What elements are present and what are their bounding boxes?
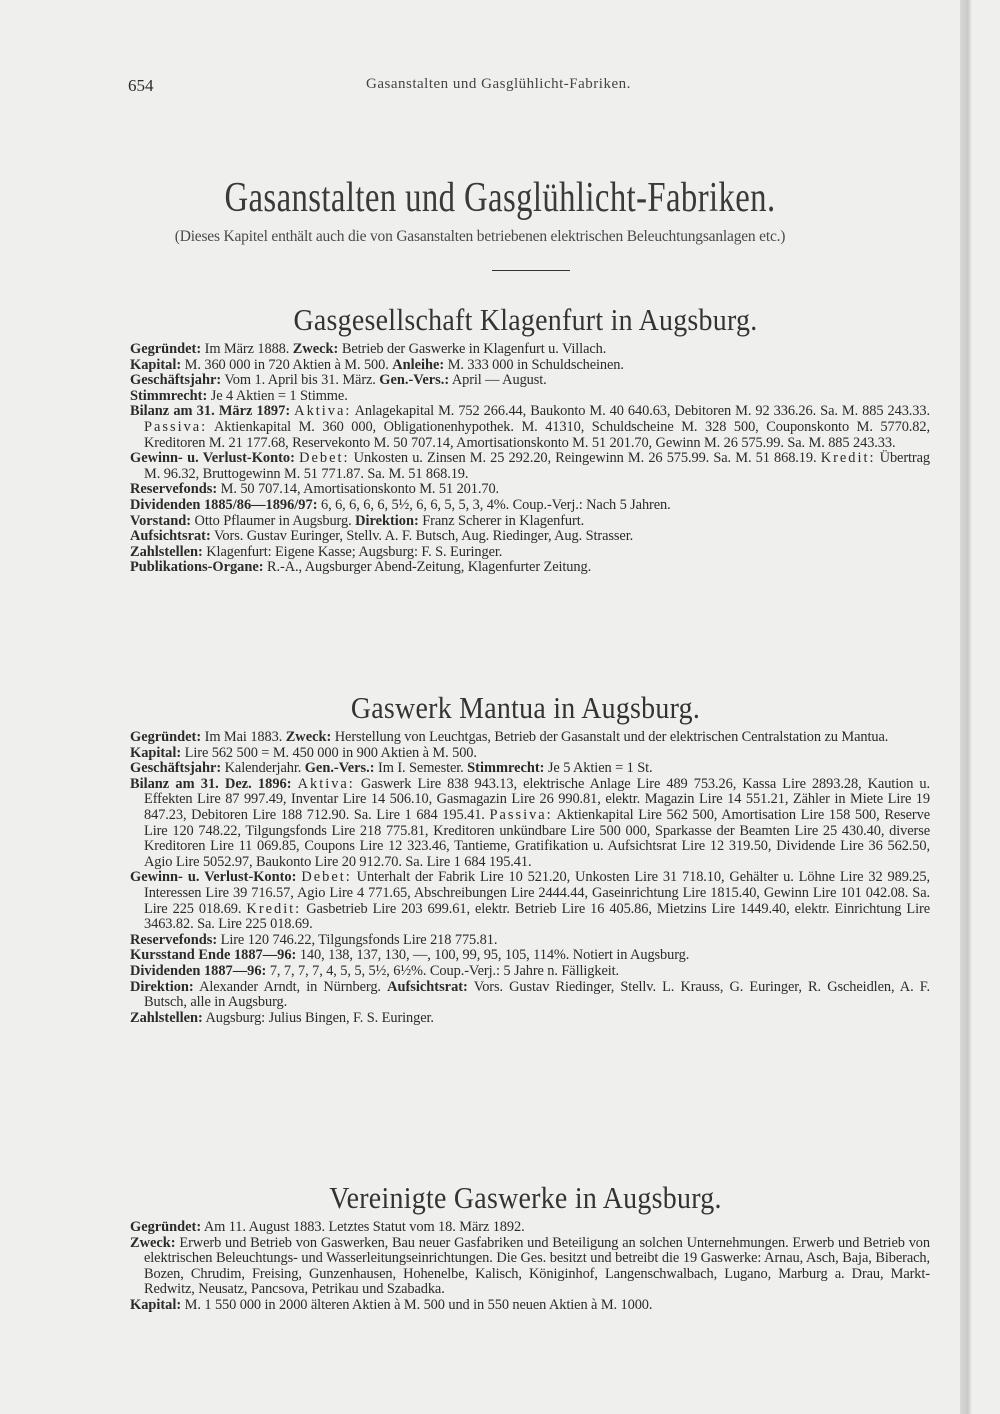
page-number: 654 [128,76,154,95]
entry-text: Je 5 Aktien = 1 St. [544,760,653,777]
entry-text: Aktienkapital Lire 562 500, Amortisation Lire 158 500, Reserve Lire 120 748.22, Tilgungsfonds Lire 218 775.81, Kreditoren unkündbare Lire 500 000, Sparkasse der Beamten Lire 25 430.40, diverse Kreditoren Lire 11 069.85, Coupons Lire 12 323.46, Tantieme, Gratifikation u. Aufsichtsrat Lire 12 319.50, Dividende Lire 36 562.50, Agio Lire 5052.97, Baukonto Lire 20 912.70. Sa. Lire 1 684 195.41. [144,806,930,870]
entry-label: Zweck: [292,341,339,357]
entry-label: Bilanz am 31. März 1897: [130,403,291,420]
section-title: Gasgesellschaft Klagenfurt in Augsburg. [293,302,758,337]
entry-sublabel: Passiva: [144,418,208,435]
entry-label: Gegründet: [130,1219,202,1235]
entry-paragraph [130,948,930,964]
entry-text: M. 1 550 000 in 2000 älteren Aktien à M. 500 und in 550 neuen Aktien à M. 1000. [181,1296,653,1313]
entry-text: Übertrag M. 96.32, Bruttogewinn M. 51 771.87. Sa. M. 51 868.19. [144,450,931,482]
entry-text: 140, 138, 137, 130, —, 100, 99, 95, 105, 114%. Notiert in Augsburg. [296,947,690,964]
entry-label: Vorstand: [130,512,192,529]
entry-label: Aufsichtsrat: [130,528,211,545]
entry-text: Vom 1. April bis 31. März. [221,372,380,389]
entry-sublabel: Debet: [299,450,350,467]
entry-paragraph [130,1011,930,1027]
chapter-title: Gasanstalten und Gasglühlicht-Fabriken. [224,175,776,221]
entry-text: Am 11. August 1883. Letztes Statut vom 18. März 1892. [201,1219,525,1235]
entry-label: Zweck: [130,1234,176,1251]
entry-paragraph [130,870,930,932]
entry-label: Geschäftsjahr: [130,372,222,389]
entry-text: Je 4 Aktien = 1 Stimme. [207,387,348,404]
section-vereinigte [130,1180,930,1314]
entry-label: Kursstand Ende 1887—96: [130,947,297,964]
entry-label: Kapital: [130,1296,182,1313]
entry-label: Stimmrecht: [467,760,545,777]
entry-label: Gen.-Vers.: [304,760,375,777]
entry-text: Klagenfurt: Eigene Kasse; Augsburg: F. S. Euringer. [202,543,503,560]
entry-paragraph [130,1236,930,1298]
entry-paragraph [130,777,930,871]
entry-label: Aufsichtsrat: [387,978,468,995]
entry-text: Unterhalt der Fabrik Lire 10 521.20, Unkosten Lire 31 718.10, Gehälter u. Löhne Lire 32 989.25, Interessen Lire 39 716.57, Agio Lire 4 771.65, Abschreibungen Lire 2444.44, Gaseinrichtung Lire 1815.40, Gewinn Lire 101 042.08. Sa. Lire 225 018.69. [144,869,930,917]
entry-text: M. 360 000 in 720 Aktien à M. 500. [181,356,393,373]
entry-label: Kapital: [130,744,182,761]
section-title: Gaswerk Mantua in Augsburg. [350,690,701,725]
entry-label: Dividenden 1887—96: [130,962,267,979]
entry-sublabel: Aktiva: [294,403,352,420]
entry-text: Augsburg: Julius Bingen, F. S. Euringer. [202,1009,434,1026]
entry-label: Publikations-Organe: [130,559,264,576]
section-entries [130,1220,930,1314]
entry-label: Kapital: [130,356,182,373]
entry-text: Franz Scherer in Klagenfurt. [418,512,585,529]
entry-paragraph [130,358,930,374]
entry-text: Gasbetrieb Lire 203 699.61, elektr. Betrieb Lire 16 405.86, Mietzins Lire 1449.40, elektr. Einrichtung Lire 3463.82. Sa. Lire 225 018.69. [144,900,930,933]
entry-paragraph [130,761,930,777]
page-edge [960,0,1000,1414]
entry-label: Gegründet: [130,341,202,357]
entry-text: Kalenderjahr. [221,760,305,777]
entry-text: R.-A., Augsburger Abend-Zeitung, Klagenfurter Zeitung. [263,559,592,576]
entry-sublabel: Kredit: [246,900,302,917]
entry-text: Anlagekapital M. 752 266.44, Baukonto M. 40 640.63, Debitoren M. 92 336.26. Sa. M. 885 243.33. [351,403,930,420]
entry-text: Herstellung von Leuchtgas, Betrieb der Gasanstalt und der elektrischen Centralstation zu Mantua. [331,729,889,745]
entry-paragraph [130,529,930,545]
entry-label: Gen.-Vers.: [379,372,450,389]
entry-paragraph [130,730,930,746]
entry-paragraph [130,514,930,530]
entry-paragraph [130,373,930,389]
entry-text: Lire 562 500 = M. 450 000 in 900 Aktien à M. 500. [181,744,477,761]
entry-paragraph [130,404,930,451]
entry-text: Aktienkapital M. 360 000, Obligationenhypothek. M. 41310, Schuldscheine M. 328 500, Couponskonto M. 5770.82, Kreditoren M. 21 177.68, Reservekonto M. 50 707.14, Amortisationskonto M. 51 201.70, Gewinn M. 26 575.99. Sa. M. 885 243.33. [144,418,930,451]
entry-label: Gewinn- u. Verlust-Konto: [130,450,295,467]
entry-text: Erwerb und Betrieb von Gaswerken, Bau neuer Gasfabriken und Beteiligung an solchen Unternehmungen. Erwerb und Betrieb von elektrischen Beleuchtungs- und Wasserleitungseinrichtungen. Die Ges. besitzt und betreibt die 19 Gaswerke: Arnau, Asch, Baja, Biberach, Bozen, Chrudim, Freising, Gunzenhausen, Hohenelbe, Kalisch, Königinhof, Langenschwalbach, Lugano, Marburg a. Drau, Markt-Redwitz, Neusatz, Pancsova, Petrikau und Szabadka. [144,1234,930,1298]
entry-text: M. 333 000 in Schuldscheinen. [444,356,624,373]
entry-paragraph [130,1220,930,1236]
entry-paragraph [130,980,930,1011]
entry-sublabel: Kredit: [820,450,876,467]
entry-label: Direktion: [130,978,194,995]
section-mantua [130,690,930,1026]
entry-sublabel: Passiva: [489,806,553,823]
entry-label: Gegründet: [130,729,202,745]
entry-sublabel: Debet: [301,869,352,886]
entry-text: Im Mai 1883. [201,729,286,745]
entry-label: Dividenden 1885/86—1896/97: [130,496,318,513]
entry-label: Direktion: [355,512,419,529]
entry-text: Vors. Gustav Euringer, Stellv. A. F. Butsch, Aug. Riedinger, Aug. Strasser. [210,528,634,545]
entry-text: 6, 6, 6, 6, 6, 5½, 6, 6, 5, 5, 3, 4%. Coup.-Verj.: Nach 5 Jahren. [317,496,671,513]
entry-label: Zweck: [285,729,332,745]
entry-paragraph [130,389,930,405]
entry-paragraph [130,451,930,482]
entry-label: Reservefonds: [130,931,218,948]
section-entries [130,730,930,1026]
entry-text: Alexander Arndt, in Nürnberg. [193,978,388,995]
entry-paragraph [130,342,930,358]
entry-paragraph [130,482,930,498]
chapter-note: (Dieses Kapitel enthält auch die von Gasanstalten betriebenen elektrischen Beleuchtungsanlagen etc.) [174,228,786,245]
entry-paragraph [130,560,930,576]
entry-label: Geschäftsjahr: [130,760,222,777]
entry-text: 7, 7, 7, 7, 4, 5, 5, 5½, 6½%. Coup.-Verj.: 5 Jahre n. Fälligkeit. [266,962,620,979]
entry-paragraph [130,933,930,949]
entry-text: Lire 120 746.22, Tilgungsfonds Lire 218 775.81. [217,931,498,948]
entry-paragraph [130,746,930,762]
entry-label: Anleihe: [392,356,445,373]
entry-sublabel: Aktiva: [297,775,355,792]
entry-text: Gaswerk Lire 838 943.13, elektrische Anlage Lire 489 753.26, Kassa Lire 2893.28, Kaution u. Effekten Lire 87 997.49, Inventar Lire 14 506.10, Gasmagazin Lire 26 990.81, elektr. Magazin Lire 14 551.21, Zähler in Miete Lire 19 847.23, Debitoren Lire 188 712.90. Sa. Lire 1 684 195.41. [144,775,930,823]
divider-rule [492,270,570,271]
running-head [128,76,928,98]
section-klagenfurt [130,302,930,576]
section-entries [130,342,930,576]
entry-text: Otto Pflaumer in Augsburg. [191,512,356,529]
entry-label: Reservefonds: [130,481,218,498]
section-title: Vereinigte Gaswerke in Augsburg. [329,1180,722,1215]
entry-text: April — August. [449,372,547,389]
entry-text: Im März 1888. [201,341,293,357]
entry-text: Unkosten u. Zinsen M. 25 292.20, Reingewinn M. 26 575.99. Sa. M. 51 868.19. [349,450,821,467]
entry-text: Im I. Semester. [374,760,468,777]
entry-text: M. 50 707.14, Amortisationskonto M. 51 201.70. [217,481,500,498]
entry-label: Zahlstellen: [130,1009,203,1026]
entry-label: Stimmrecht: [130,387,208,404]
entry-label: Bilanz am 31. Dez. 1896: [130,775,292,792]
entry-text: Betrieb der Gaswerke in Klagenfurt u. Villach. [338,341,607,357]
entry-text: Vors. Gustav Riedinger, Stellv. L. Krauss, G. Euringer, R. Gscheidlen, A. F. Butsch, alle in Augsburg. [144,978,931,1011]
entry-label: Zahlstellen: [130,543,203,560]
entry-paragraph [130,545,930,561]
entry-label: Gewinn- u. Verlust-Konto: [130,869,297,886]
entry-paragraph [130,498,930,514]
entry-paragraph [130,1298,930,1314]
running-title: Gasanstalten und Gasglühlicht-Fabriken. [366,76,631,92]
entry-paragraph [130,964,930,980]
